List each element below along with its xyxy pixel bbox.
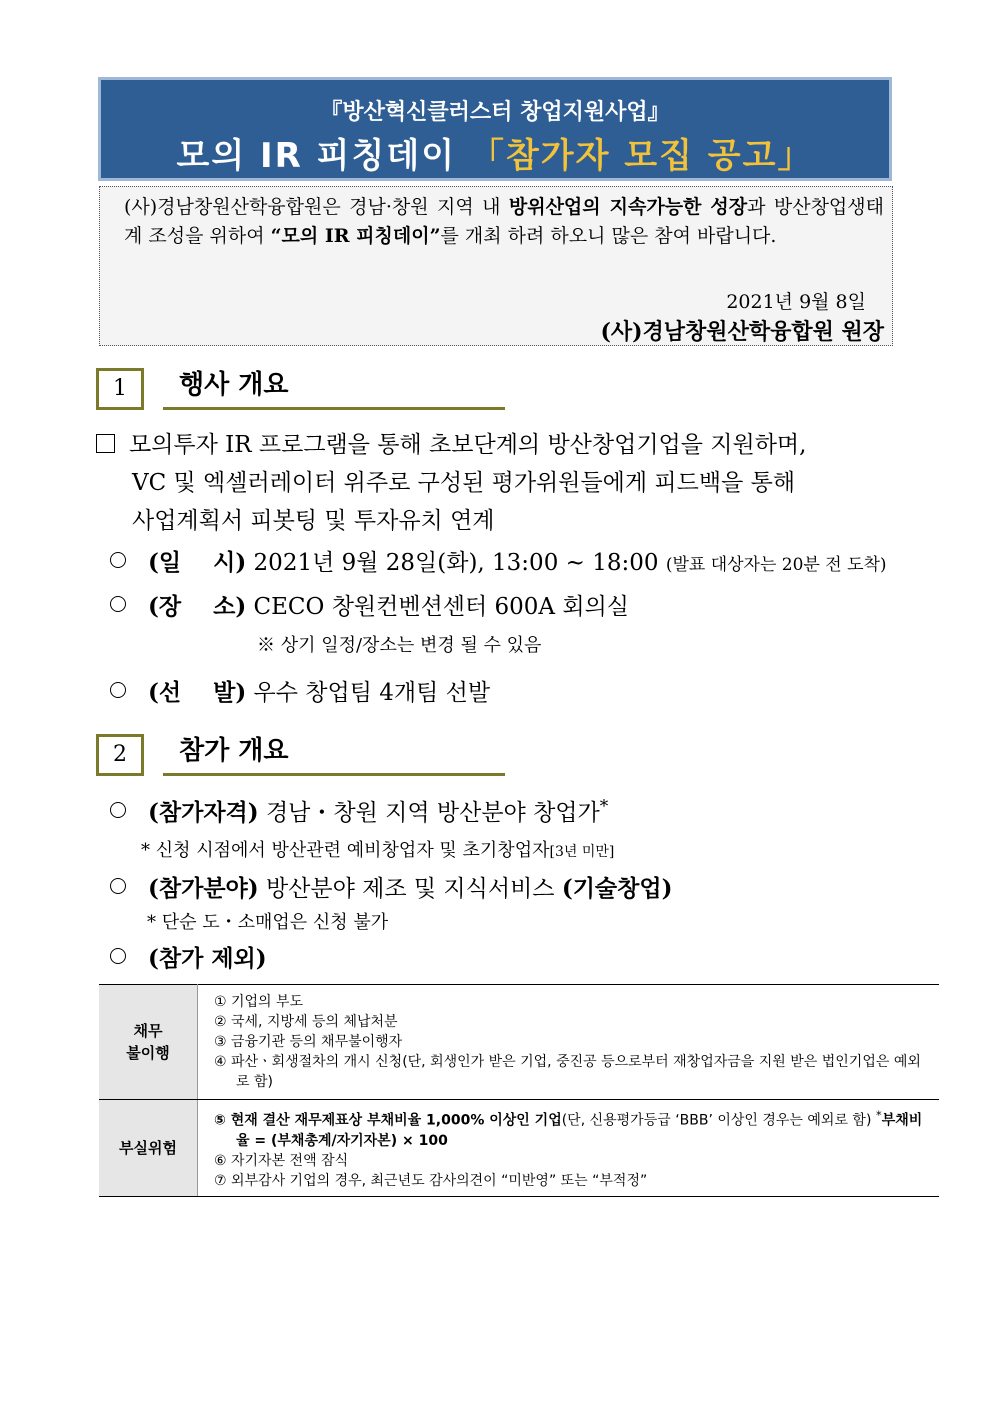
banner-subtitle: 『방산혁신클러스터 창업지원사업』 xyxy=(320,100,670,125)
participant-exclusion xyxy=(110,940,267,973)
qualification-note-text: * 신청 시점에서 방산관련 예비창업자 및 초기창업자 xyxy=(141,840,550,861)
datetime-value: 2021년 9월 28일(화), 13:00 ~ 18:00 xyxy=(253,550,659,576)
qualification-value: 경남・창원 지역 방산분야 창업가 xyxy=(265,800,600,826)
section-title: 참가 개요 xyxy=(163,732,505,776)
banner-title xyxy=(101,128,889,177)
banner-title-main: 모의 IR 피칭데이 xyxy=(176,136,457,176)
intro-text-bold: “모의 IR 피칭데이” xyxy=(270,225,441,247)
row-label-line: 채무 xyxy=(133,1022,163,1040)
table-row xyxy=(99,985,939,1100)
circle-bullet-icon xyxy=(110,682,126,698)
circle-bullet-icon xyxy=(110,552,126,568)
list-item: ⑤ 현재 결산 재무제표상 부채비율 1,000% 이상인 기업(단, 신용평가등급 ‘BBB’ 이상인 경우는 예외로 함) *부채비율 = (부채총계/자기자본) × 100 xyxy=(214,1108,923,1149)
row-items xyxy=(198,1100,940,1197)
intro-box xyxy=(99,186,893,346)
list-item: ③ 금융기관 등의 채무불이행자 xyxy=(214,1034,403,1050)
qualification-note xyxy=(141,836,614,862)
row-label-line: 불이행 xyxy=(126,1044,170,1062)
field-value: 방산분야 제조 및 지식서비스 xyxy=(265,876,555,902)
event-location xyxy=(110,588,629,621)
qualification-label: (참가자격) xyxy=(148,799,259,826)
intro-text-part: 과 방산창업생태계 조성을 위하여 xyxy=(124,196,884,247)
exclusion-label: (참가 제외) xyxy=(148,945,267,972)
row-label xyxy=(99,985,198,1100)
announcement-date: 2021년 9월 8일 xyxy=(726,291,866,313)
table-row xyxy=(99,1100,939,1197)
event-summary xyxy=(96,426,896,540)
circle-bullet-icon xyxy=(110,596,126,612)
intro-text-part: (사)경남창원산학융합원은 경남·창원 지역 내 xyxy=(124,196,509,218)
change-note: ※ 상기 일정/장소는 변경 될 수 있음 xyxy=(257,635,542,656)
section-title: 행사 개요 xyxy=(163,366,505,410)
qualification-footnote-mark: * xyxy=(599,796,609,817)
circle-bullet-icon xyxy=(110,948,126,964)
datetime-label: (일 시) xyxy=(148,549,247,576)
summary-line: VC 및 엑셀러레이터 위주로 구성된 평가위원들에게 피드백을 통해 xyxy=(132,470,796,496)
list-item-text: (단, 신용평가등급 ‘BBB’ 이상인 경우는 예외로 함) xyxy=(561,1112,872,1129)
title-banner xyxy=(98,77,892,181)
participant-qualification xyxy=(110,794,608,827)
summary-line: 사업계획서 피봇팅 및 투자유치 연계 xyxy=(132,508,495,534)
section-number: 2 xyxy=(96,734,144,776)
event-datetime xyxy=(110,544,887,577)
list-item: ④ 파산ㆍ회생절차의 개시 신청(단, 회생인가 받은 기업, 중진공 등으로부터 재창업자금을 지원 받은 법인기업은 예외로 함) xyxy=(214,1054,921,1090)
circle-bullet-icon xyxy=(110,878,126,894)
summary-line: 모의투자 IR 프로그램을 통해 초보단계의 방산창업기업을 지원하며, xyxy=(129,432,807,458)
row-items xyxy=(198,985,940,1100)
list-item: ② 국세, 지방세 등의 체납처분 xyxy=(214,1014,398,1030)
debt-ratio-formula: 부채비율 = (부채총계/자기자본) × 100 xyxy=(236,1112,923,1149)
selection-label: (선 발) xyxy=(148,679,247,706)
field-value-bold: (기술창업) xyxy=(561,875,673,902)
intro-text-part: 를 개최 하려 하오니 많은 참여 바랍니다. xyxy=(440,225,777,247)
qualification-note-small: [3년 미만] xyxy=(549,844,615,860)
signature: (사)경남창원산학융합원 원장 xyxy=(600,319,884,345)
list-item: ① 기업의 부도 xyxy=(214,994,304,1010)
checkbox-square-icon xyxy=(96,434,115,453)
location-label: (장 소) xyxy=(148,593,247,620)
list-item: ⑦ 외부감사 기업의 경우, 최근년도 감사의견이 “미반영” 또는 “부적정” xyxy=(214,1172,648,1189)
participant-field xyxy=(110,870,672,903)
intro-text xyxy=(124,193,884,251)
field-label: (참가분야) xyxy=(148,875,259,902)
datetime-note: (발표 대상자는 20분 전 도착) xyxy=(665,555,887,575)
circle-bullet-icon xyxy=(110,802,126,818)
selection-value: 우수 창업팀 4개팀 선발 xyxy=(253,680,491,706)
event-selection xyxy=(110,674,490,707)
list-item-bold: ⑤ 현재 결산 재무제표상 부채비율 1,000% 이상인 기업 xyxy=(214,1112,562,1129)
exclusion-table xyxy=(99,984,939,1197)
section-number: 1 xyxy=(96,368,144,410)
row-label: 부실위험 xyxy=(99,1100,198,1197)
list-item: ⑥ 자기자본 전액 잠식 xyxy=(214,1152,349,1169)
intro-text-bold: 방위산업의 지속가능한 성장 xyxy=(508,196,748,218)
location-value: CECO 창원컨벤션센터 600A 회의실 xyxy=(253,594,630,620)
banner-title-highlight: 「참가자 모집 공고」 xyxy=(469,136,814,176)
field-note: * 단순 도・소매업은 신청 불가 xyxy=(147,912,389,933)
